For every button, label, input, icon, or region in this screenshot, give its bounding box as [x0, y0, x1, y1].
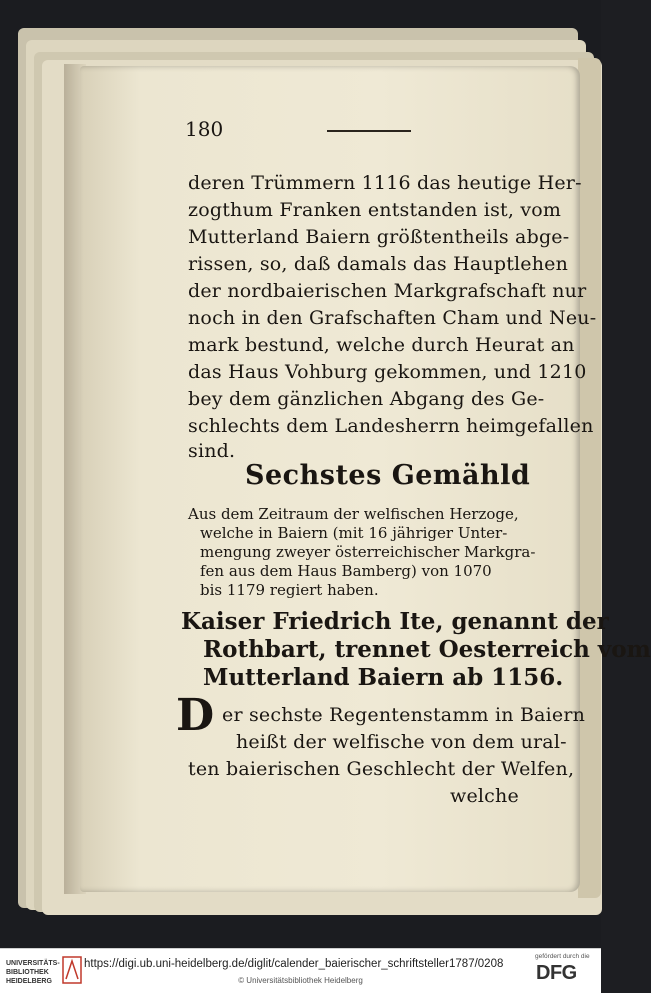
- body-line: heißt der welfische von dem ural-: [236, 731, 567, 753]
- page-number: 180: [185, 117, 224, 141]
- funding-label: gefördert durch die: [535, 953, 590, 960]
- library-footer: [0, 948, 601, 993]
- logo-text: BIBLIOTHEK: [6, 969, 49, 976]
- dfg-logo[interactable]: DFG: [536, 962, 577, 984]
- body-line: er sechste Regentenstamm in Baiern: [222, 704, 586, 726]
- body-line: Mutterland Baiern größtentheils abge-: [188, 226, 570, 248]
- body-line: bey dem gänzlichen Abgang des Ge-: [188, 388, 545, 410]
- subtitle-line: welche in Baiern (mit 16 jähriger Unter-: [200, 524, 508, 542]
- copyright-notice: © Universitätsbibliothek Heidelberg: [238, 976, 363, 985]
- section-heading: Sechstes Gemähld: [245, 460, 531, 491]
- body-line: ten baierischen Geschlecht der Welfen,: [188, 758, 575, 780]
- body-line: schlechts dem Landesherrn heimgefallen: [188, 415, 594, 437]
- body-line: noch in den Grafschaften Cham und Neu-: [188, 307, 597, 329]
- permalink-url[interactable]: https://digi.ub.uni-heidelberg.de/diglit/calender_baierischer_schriftsteller1787/0208: [84, 958, 504, 970]
- header-rule: [327, 130, 411, 132]
- body-line: deren Trümmern 1116 das heutige Her-: [188, 172, 582, 194]
- body-line: rissen, so, daß damals das Hauptlehen: [188, 253, 569, 275]
- subtitle-line: Aus dem Zeitraum der welfischen Herzoge,: [188, 505, 519, 523]
- logo-text: UNIVERSITÄTS-: [6, 960, 60, 967]
- drop-cap: D: [176, 690, 215, 741]
- subtitle-line: mengung zweyer österreichischer Markgra-: [200, 543, 536, 561]
- body-line: der nordbaierischen Markgrafschaft nur: [188, 280, 587, 302]
- subtitle-line: bis 1179 regiert haben.: [200, 581, 379, 599]
- chapter-title-line: Kaiser Friedrich Ite, genannt der: [181, 608, 609, 635]
- body-line: das Haus Vohburg gekommen, und 1210: [188, 361, 587, 383]
- chapter-title-line: Mutterland Baiern ab 1156.: [203, 664, 564, 691]
- logo-text: HEIDELBERG: [6, 978, 52, 985]
- chapter-title-line: Rothbart, trennet Oesterreich vom: [203, 636, 651, 663]
- body-line: mark bestund, welche durch Heurat an: [188, 334, 575, 356]
- body-line: sind.: [188, 440, 236, 462]
- subtitle-line: fen aus dem Haus Bamberg) von 1070: [200, 562, 492, 580]
- body-line: zogthum Franken entstanden ist, vom: [188, 199, 562, 221]
- catchword: welche: [450, 785, 519, 807]
